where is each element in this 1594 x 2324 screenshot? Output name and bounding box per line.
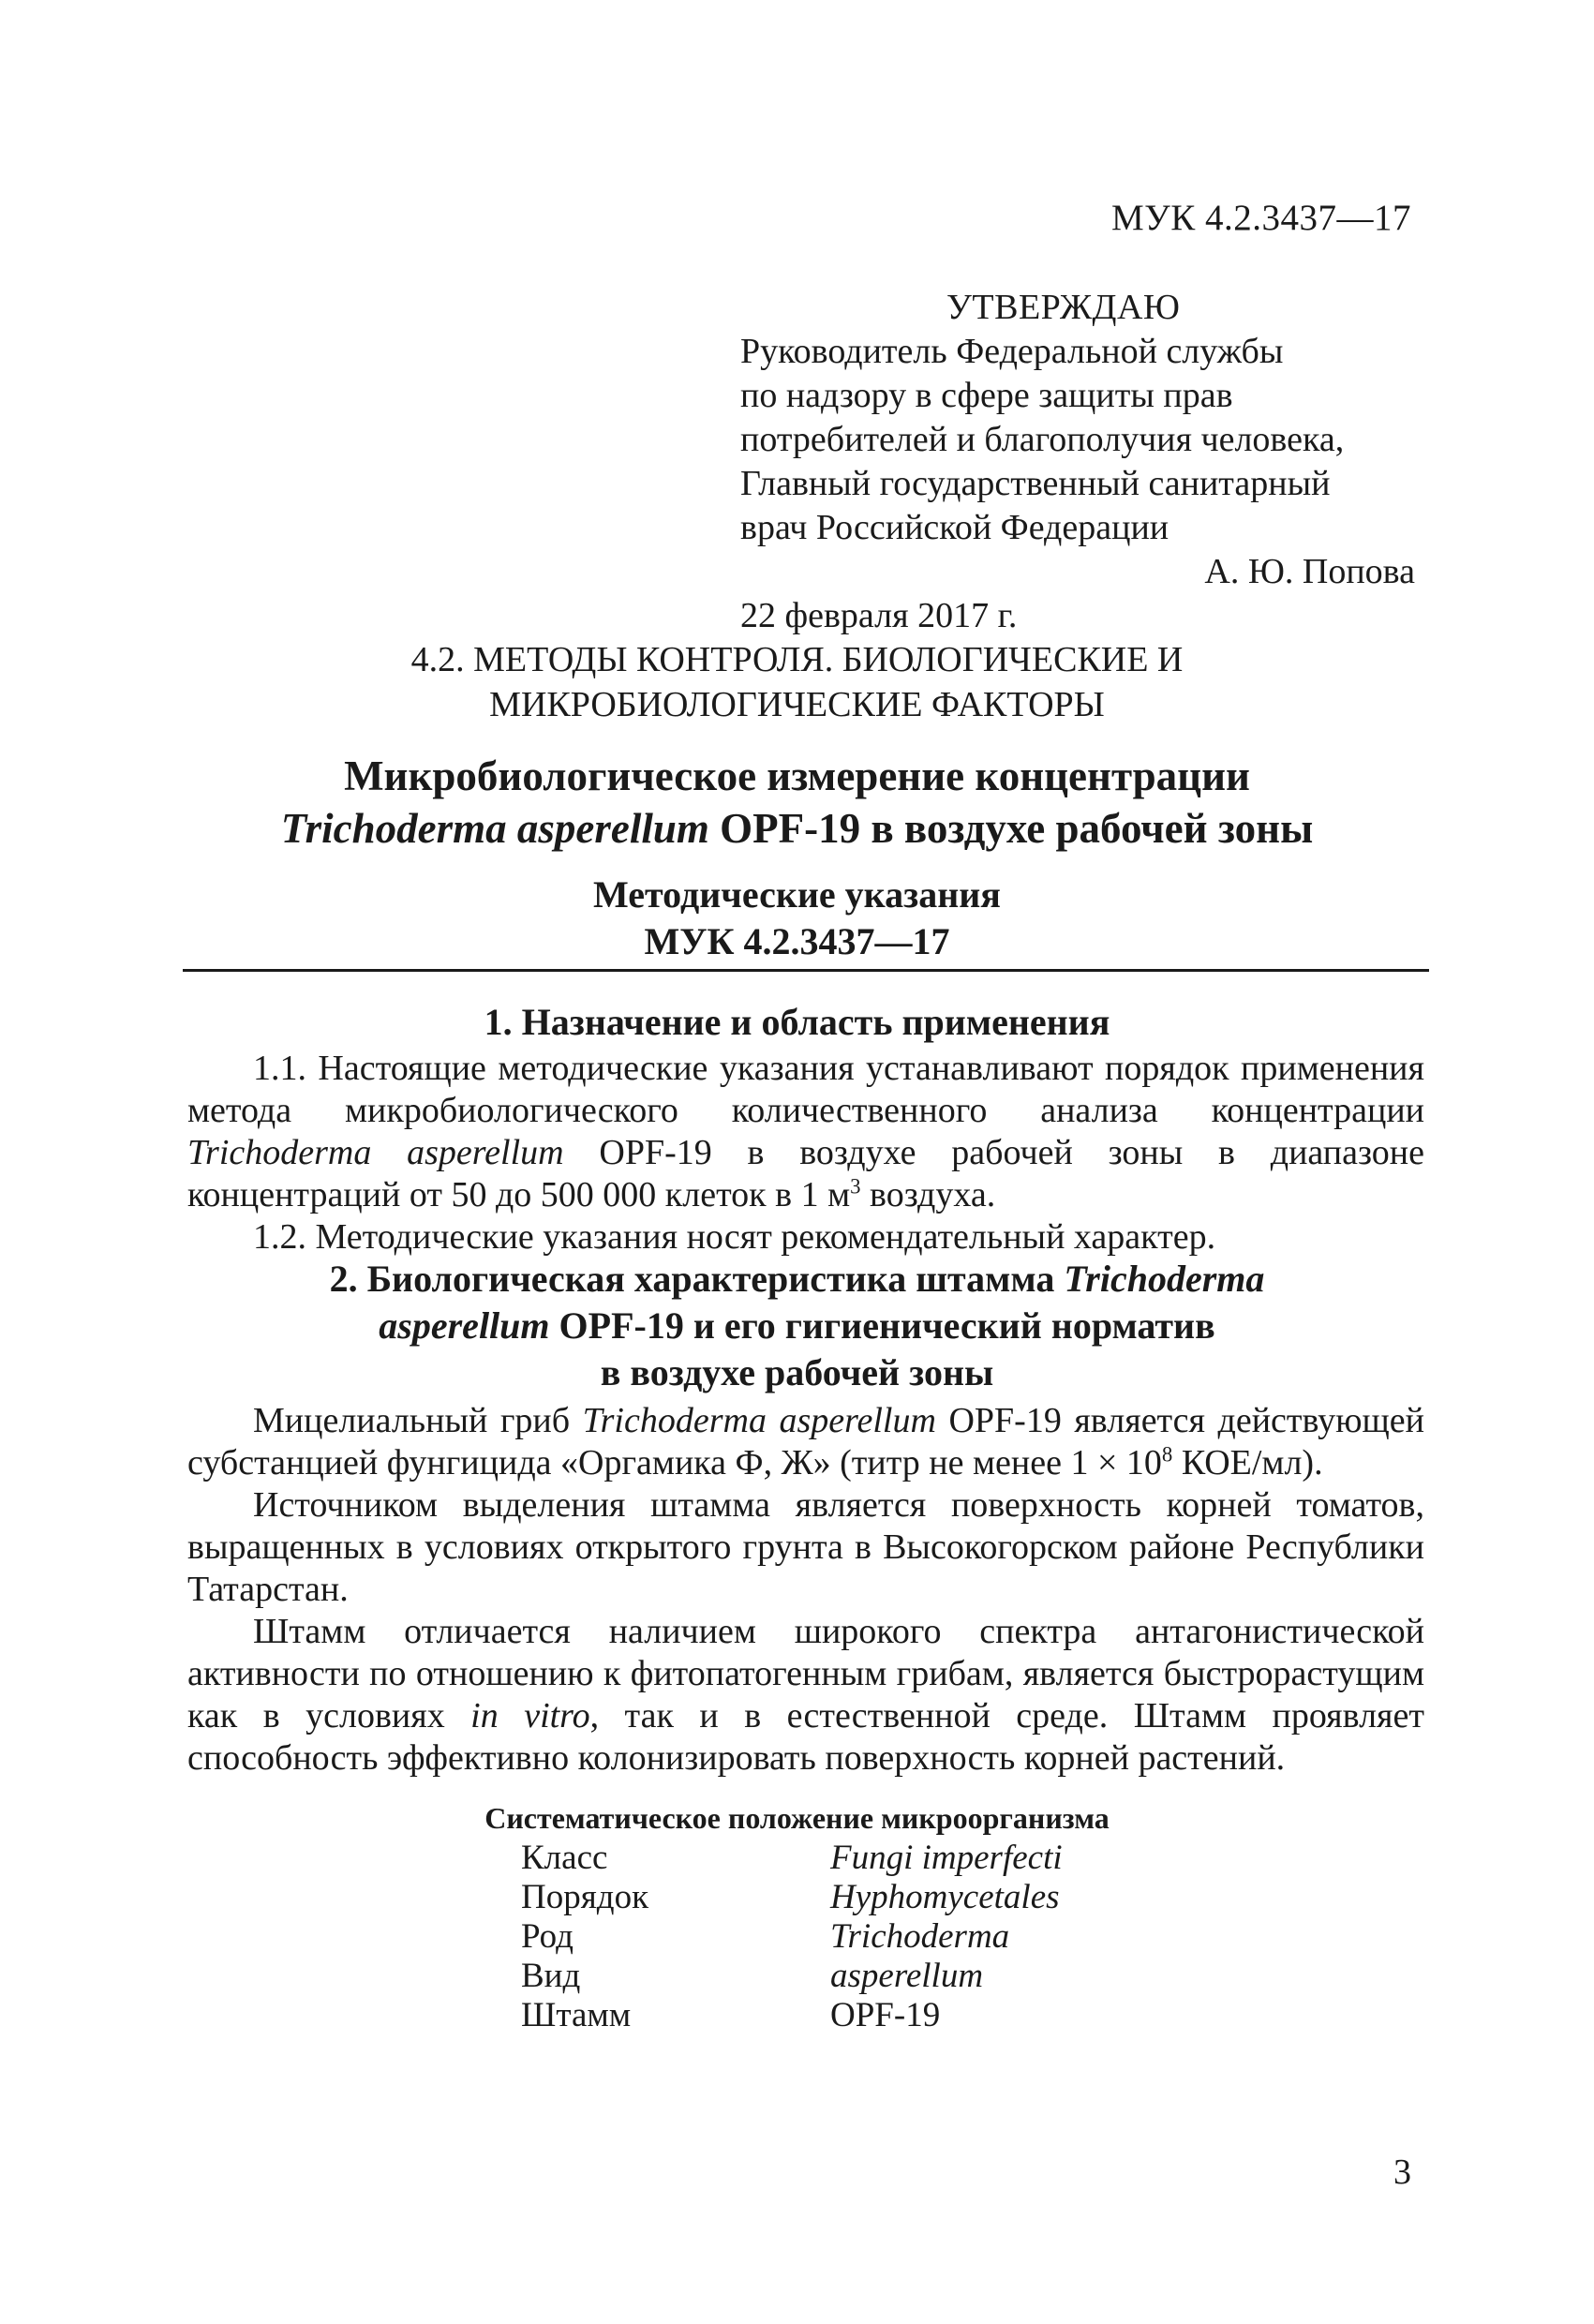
paragraph [187,1400,1424,1484]
paragraph-text: , так и в естественной среде. Штамм проявляет способность эффективно колонизировать поверхность корней растений. [187,1696,1424,1778]
species-name: Trichoderma asperellum [582,1401,936,1440]
heading-text: OPF-19 и его гигиенический норматив [549,1304,1215,1347]
taxonomy-value: asperellum [830,1957,984,1995]
page-number: 3 [1393,2153,1411,2192]
approval-block [740,286,1415,638]
section-title [0,637,1594,727]
superscript: 3 [850,1174,861,1199]
section-title-line: МИКРОБИОЛОГИЧЕСКИЕ ФАКТОРЫ [489,685,1105,724]
approval-line: потребителей и благополучия человека, [740,420,1345,459]
document-title-line [0,802,1594,855]
taxonomy-rank: Штамм [521,1996,632,2034]
paragraph [187,1048,1424,1216]
chapter-1-body [187,1048,1424,1259]
taxonomy-value: Hyphomycetales [830,1878,1060,1916]
paragraph: Источником выделения штамма является поверхность корней томатов, выращенных в условиях открытого грунта в Высокогорском районе Республики Татарстан. [187,1485,1424,1609]
table-row [521,1957,1063,1996]
title-rest: OPF-19 в воздухе рабочей зоны [708,805,1314,852]
approval-line: Главный государственный санитарный [740,464,1331,503]
chapter-2-heading-line: в воздухе рабочей зоны [600,1351,994,1393]
taxonomy-rank: Порядок [521,1878,649,1916]
approval-date: 22 февраля 2017 г. [740,596,1018,635]
title-divider [183,969,1429,972]
species-name: Trichoderma asperellum [280,805,709,852]
table-row [521,1917,1063,1957]
paragraph-text: КОЕ/мл). [1172,1443,1323,1482]
document-title [0,750,1594,855]
table-row [521,1996,1063,2035]
paragraph-text: Штамм отличается наличием широкого спектра антагонистической активности по отношению к фитопатогенным грибам, является быстрорастущим как в условиях [187,1612,1424,1736]
paragraph-text: 1.1. Настоящие методические указания устанавливают порядок применения метода микробиологического количественного анализа концентрации [187,1049,1424,1130]
paragraph: 1.2. Методические указания носят рекомендательный характер. [253,1217,1216,1257]
chapter-2-heading-line [0,1303,1594,1349]
taxonomy-value: OPF-19 [830,1996,941,2034]
paragraph-text: воздуха. [860,1175,996,1214]
taxonomy-table [521,1839,1063,2035]
taxonomy-value: Fungi imperfecti [830,1839,1063,1877]
latin-term: in vitro [470,1696,590,1736]
taxonomy-title: Систематическое положение микроорганизма [484,1801,1110,1835]
chapter-1-heading: 1. Назначение и область применения [484,1001,1110,1043]
chapter-2-heading-line [0,1256,1594,1303]
paragraph [187,1611,1424,1780]
section-title-line: 4.2. МЕТОДЫ КОНТРОЛЯ. БИОЛОГИЧЕСКИЕ И [410,640,1184,679]
chapter-2-body [187,1400,1424,1780]
paragraph-text: OPF-19 является действующей субстанцией фунгицида «Оргамика Ф, Ж» (титр не менее 1 × 10 [187,1401,1424,1482]
taxonomy-rank: Класс [521,1839,608,1877]
species-name: Trichoderma [1064,1258,1265,1300]
species-name: Trichoderma asperellum [187,1133,564,1172]
table-row [521,1878,1063,1917]
approval-signer: А. Ю. Попова [1204,552,1415,591]
species-name: asperellum [379,1304,550,1347]
document-title-line: Микробиологическое измерение концентрации [344,752,1250,799]
approval-line: по надзору в сфере защиты прав [740,376,1233,415]
superscript: 8 [1161,1442,1173,1467]
chapter-2-heading [0,1256,1594,1396]
taxonomy-rank: Род [521,1917,574,1956]
approval-line: врач Российской Федерации [740,508,1169,547]
paragraph-text: Мицелиальный гриб [253,1401,583,1440]
heading-text: 2. Биологическая характеристика штамма [329,1258,1065,1300]
subtitle-line: Методические указания [593,873,1001,916]
taxonomy-rank: Вид [521,1957,581,1995]
table-row [521,1839,1063,1878]
approval-heading: УТВЕРЖДАЮ [946,288,1181,327]
document-subtitle [0,872,1594,965]
subtitle-code: МУК 4.2.3437—17 [644,920,950,962]
paragraph-text: OPF-19 в воздухе рабочей зоны в диапазоне концентраций от 50 до 500 000 клеток в 1 м [187,1133,1424,1214]
approval-line: Руководитель Федеральной службы [740,332,1284,371]
taxonomy-value: Trichoderma [830,1917,1010,1956]
document-code: МУК 4.2.3437—17 [1110,198,1411,238]
